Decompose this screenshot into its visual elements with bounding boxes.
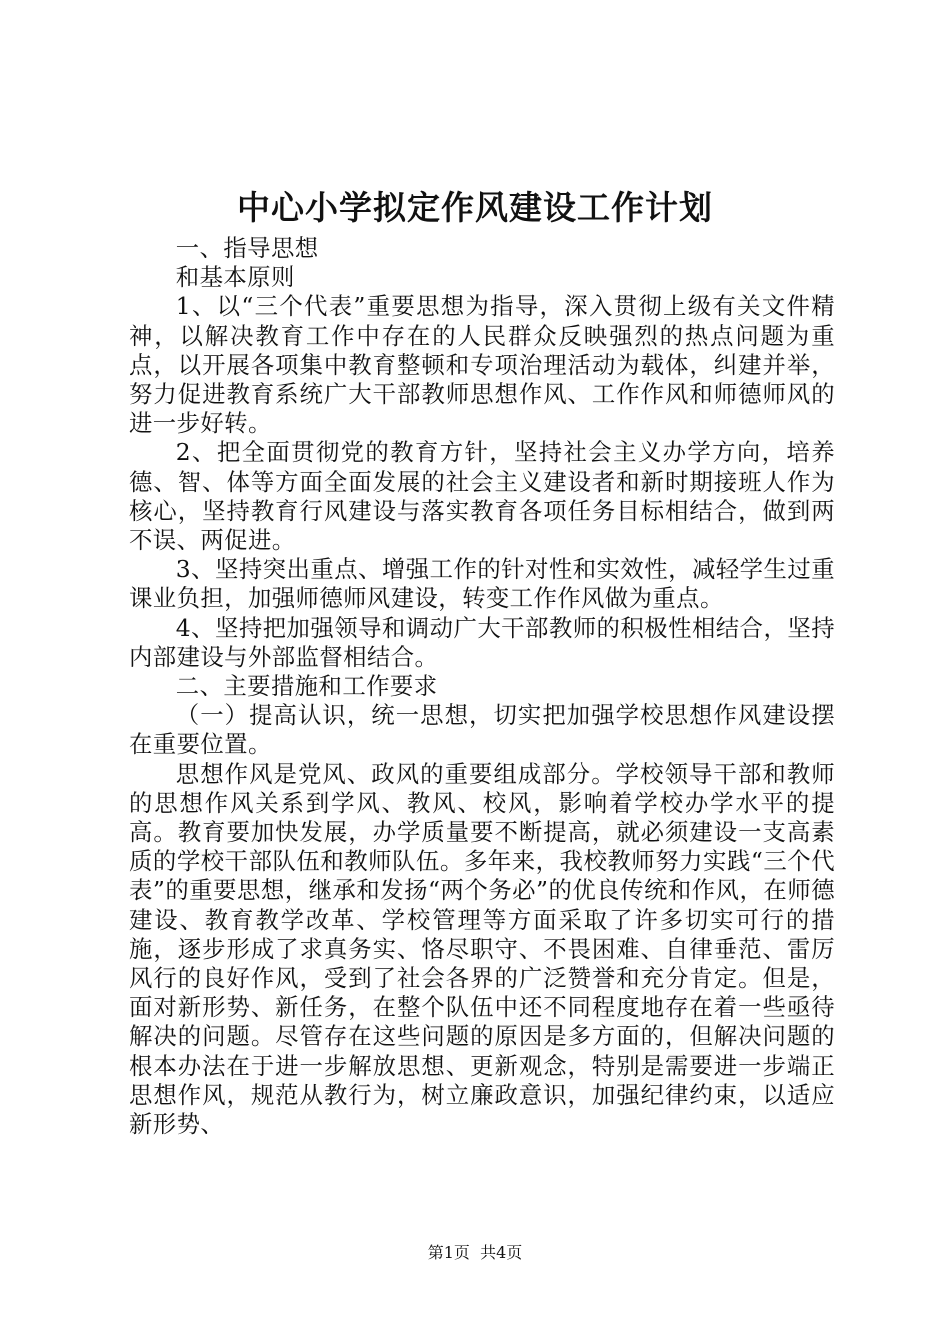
page-footer: 第1页 共4页 [427, 1243, 523, 1262]
principle-paragraph-2: 2、把全面贯彻党的教育方针，坚持社会主义办学方向，培养德、智、体等方面全面发展的社会主义建设者和新时期接班人作为核心，坚持教育行风建设与落实教育各项任务目标相结合，做到两不误、两促进。 [129, 438, 835, 555]
document-title: 中心小学拟定作风建设工作计划 [237, 188, 713, 227]
heading-guiding-ideology: 一、指导思想 [175, 234, 319, 262]
document-body [129, 234, 835, 1139]
heading-basic-principles: 和基本原则 [175, 263, 295, 292]
principle-paragraph-4: 4、坚持把加强领导和调动广大干部教师的积极性相结合，坚持内部建设与外部监督相结合。 [129, 613, 835, 671]
heading-main-measures: 二、主要措施和工作要求 [175, 672, 438, 701]
subheading-measure-1: （一）提高认识，统一思想，切实把加强学校思想作风建设摆在重要位置。 [129, 701, 835, 759]
principle-paragraph-3: 3、坚持突出重点、增强工作的针对性和实效性，减轻学生过重课业负担，加强师德师风建设，转变工作作风做为重点。 [129, 555, 835, 613]
principle-paragraph-1: 1、以“三个代表”重要思想为指导，深入贯彻上级有关文件精神，以解决教育工作中存在的人民群众反映强烈的热点问题为重点，以开展各项集中教育整顿和专项治理活动为载体，纠建并举，努力促进教育系统广大干部教师思想作风、工作作风和师德师风的进一步好转。 [129, 292, 835, 438]
body-paragraph: 思想作风是党风、政风的重要组成部分。学校领导干部和教师的思想作风关系到学风、教风、校风，影响着学校办学水平的提高。教育要加快发展，办学质量要不断提高，就必须建设一支高素质的学校干部队伍和教师队伍。多年来，我校教师努力实践“三个代表”的重要思想，继承和发扬“两个务必”的优良传统和作风，在师德建设、教育教学改革、学校管理等方面采取了许多切实可行的措施，逐步形成了求真务实、恪尽职守、不畏困难、自律垂范、雷厉风行的良好作风，受到了社会各界的广泛赞誉和充分肯定。但是，面对新形势、新任务，在整个队伍中还不同程度地存在着一些亟待解决的问题。尽管存在这些问题的原因是多方面的，但解决问题的根本办法在于进一步解放思想、更新观念，特别是需要进一步端正思想作风，规范从教行为，树立廉政意识，加强纪律约束，以适应新形势、 [129, 759, 835, 1139]
